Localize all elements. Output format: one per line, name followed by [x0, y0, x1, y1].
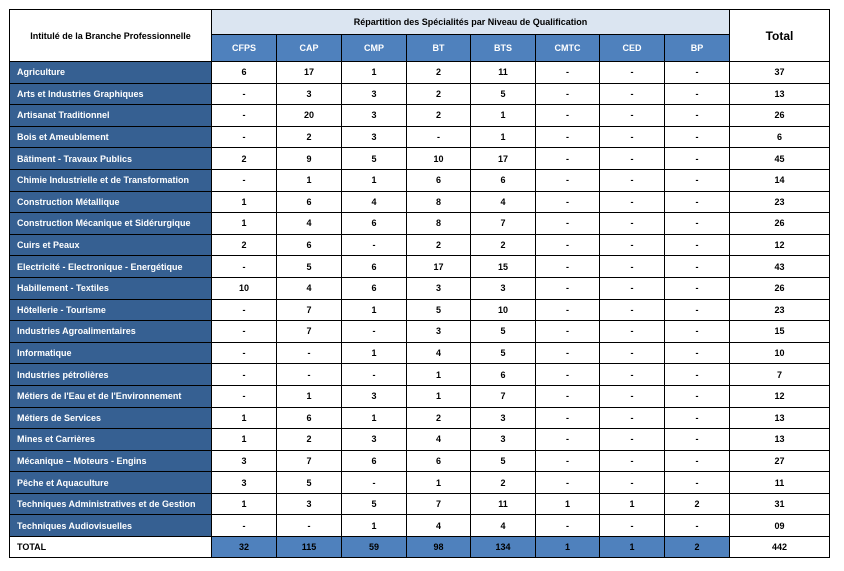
- value-cell: -: [600, 407, 665, 429]
- row-total-cell: 11: [730, 472, 830, 494]
- row-total-cell: 12: [730, 385, 830, 407]
- value-cell: -: [536, 256, 600, 278]
- table-row: [10, 105, 830, 127]
- value-cell: 6: [407, 169, 471, 191]
- value-cell: -: [665, 126, 730, 148]
- value-cell: 6: [342, 450, 407, 472]
- level-group-header: Répartition des Spécialités par Niveau de Qualification: [212, 10, 730, 35]
- qualification-table-wrapper: [9, 9, 830, 558]
- value-cell: -: [536, 191, 600, 213]
- value-cell: -: [600, 342, 665, 364]
- value-cell: 1: [342, 515, 407, 537]
- value-cell: -: [665, 515, 730, 537]
- value-cell: 17: [471, 148, 536, 170]
- value-cell: 7: [407, 493, 471, 515]
- value-cell: 2: [407, 234, 471, 256]
- branch-name-cell: Chimie Industrielle et de Transformation: [10, 169, 212, 191]
- value-cell: -: [600, 126, 665, 148]
- value-cell: 1: [600, 493, 665, 515]
- value-cell: 2: [277, 429, 342, 451]
- value-cell: 5: [471, 83, 536, 105]
- value-cell: -: [600, 429, 665, 451]
- value-cell: 6: [277, 234, 342, 256]
- value-cell: -: [536, 148, 600, 170]
- value-cell: -: [536, 385, 600, 407]
- value-cell: 8: [407, 213, 471, 235]
- table-row: [10, 256, 830, 278]
- value-cell: 6: [342, 277, 407, 299]
- value-cell: -: [665, 472, 730, 494]
- value-cell: 4: [471, 191, 536, 213]
- value-cell: 1: [342, 407, 407, 429]
- value-cell: 4: [407, 515, 471, 537]
- value-cell: 1: [407, 472, 471, 494]
- value-cell: 5: [277, 472, 342, 494]
- table-row: [10, 515, 830, 537]
- level-header-ced: CED: [600, 35, 665, 62]
- value-cell: 5: [277, 256, 342, 278]
- value-cell: -: [665, 105, 730, 127]
- branch-name-cell: Informatique: [10, 342, 212, 364]
- row-total-cell: 13: [730, 429, 830, 451]
- branch-column-header: Intitulé de la Branche Professionnelle: [10, 10, 212, 62]
- value-cell: -: [665, 364, 730, 386]
- value-cell: -: [277, 364, 342, 386]
- value-cell: -: [665, 148, 730, 170]
- row-total-cell: 27: [730, 450, 830, 472]
- value-cell: -: [536, 450, 600, 472]
- value-cell: -: [665, 169, 730, 191]
- table-row: [10, 234, 830, 256]
- value-cell: 3: [342, 429, 407, 451]
- table-row: [10, 126, 830, 148]
- row-total-cell: 7: [730, 364, 830, 386]
- branch-name-cell: Cuirs et Peaux: [10, 234, 212, 256]
- value-cell: 6: [407, 450, 471, 472]
- value-cell: 3: [407, 321, 471, 343]
- branch-name-cell: Habillement - Textiles: [10, 277, 212, 299]
- value-cell: -: [212, 83, 277, 105]
- value-cell: -: [342, 364, 407, 386]
- value-cell: 1: [536, 493, 600, 515]
- value-cell: -: [665, 299, 730, 321]
- table-row: [10, 277, 830, 299]
- value-cell: 10: [407, 148, 471, 170]
- value-cell: -: [536, 277, 600, 299]
- value-cell: -: [277, 342, 342, 364]
- value-cell: 1: [277, 169, 342, 191]
- value-cell: -: [212, 364, 277, 386]
- column-total-cell: 134: [471, 537, 536, 558]
- table-row: [10, 299, 830, 321]
- value-cell: 2: [407, 83, 471, 105]
- value-cell: -: [536, 299, 600, 321]
- column-total-cell: 2: [665, 537, 730, 558]
- table-row: [10, 407, 830, 429]
- value-cell: -: [342, 321, 407, 343]
- value-cell: 3: [407, 277, 471, 299]
- value-cell: 2: [407, 407, 471, 429]
- value-cell: -: [600, 169, 665, 191]
- value-cell: 4: [407, 342, 471, 364]
- value-cell: -: [600, 450, 665, 472]
- value-cell: 15: [471, 256, 536, 278]
- value-cell: -: [536, 83, 600, 105]
- value-cell: -: [600, 234, 665, 256]
- value-cell: -: [665, 321, 730, 343]
- value-cell: -: [212, 515, 277, 537]
- value-cell: 6: [277, 407, 342, 429]
- value-cell: -: [536, 342, 600, 364]
- grand-total-cell: 442: [730, 537, 830, 558]
- level-header-cfps: CFPS: [212, 35, 277, 62]
- value-cell: 11: [471, 493, 536, 515]
- row-total-cell: 26: [730, 213, 830, 235]
- value-cell: -: [212, 256, 277, 278]
- value-cell: -: [600, 191, 665, 213]
- table-body: [10, 62, 830, 537]
- table-row: [10, 62, 830, 84]
- value-cell: 6: [212, 62, 277, 84]
- value-cell: 5: [471, 342, 536, 364]
- value-cell: -: [665, 256, 730, 278]
- value-cell: -: [407, 126, 471, 148]
- value-cell: 1: [407, 385, 471, 407]
- value-cell: 1: [212, 407, 277, 429]
- value-cell: -: [536, 364, 600, 386]
- row-total-cell: 26: [730, 105, 830, 127]
- value-cell: 4: [277, 213, 342, 235]
- value-cell: -: [212, 321, 277, 343]
- level-header-cap: CAP: [277, 35, 342, 62]
- value-cell: -: [665, 62, 730, 84]
- row-total-cell: 10: [730, 342, 830, 364]
- column-total-cell: 1: [536, 537, 600, 558]
- column-total-cell: 59: [342, 537, 407, 558]
- branch-name-cell: Construction Métallique: [10, 191, 212, 213]
- value-cell: -: [212, 299, 277, 321]
- value-cell: 1: [212, 191, 277, 213]
- value-cell: 20: [277, 105, 342, 127]
- value-cell: -: [536, 515, 600, 537]
- level-header-bp: BP: [665, 35, 730, 62]
- value-cell: 17: [277, 62, 342, 84]
- value-cell: -: [600, 364, 665, 386]
- value-cell: 7: [471, 385, 536, 407]
- value-cell: 5: [342, 493, 407, 515]
- value-cell: 3: [212, 450, 277, 472]
- branch-name-cell: Bâtiment - Travaux Publics: [10, 148, 212, 170]
- value-cell: -: [212, 385, 277, 407]
- table-row: [10, 213, 830, 235]
- value-cell: 1: [342, 62, 407, 84]
- branch-name-cell: Agriculture: [10, 62, 212, 84]
- value-cell: -: [212, 126, 277, 148]
- value-cell: 1: [342, 342, 407, 364]
- row-total-cell: 14: [730, 169, 830, 191]
- value-cell: 10: [471, 299, 536, 321]
- value-cell: -: [600, 105, 665, 127]
- value-cell: 1: [471, 126, 536, 148]
- value-cell: 11: [471, 62, 536, 84]
- value-cell: -: [600, 321, 665, 343]
- value-cell: 3: [471, 429, 536, 451]
- value-cell: -: [536, 126, 600, 148]
- value-cell: -: [665, 83, 730, 105]
- value-cell: -: [342, 234, 407, 256]
- value-cell: -: [600, 83, 665, 105]
- value-cell: -: [665, 213, 730, 235]
- value-cell: -: [665, 407, 730, 429]
- value-cell: 6: [471, 364, 536, 386]
- column-total-cell: 98: [407, 537, 471, 558]
- value-cell: -: [212, 105, 277, 127]
- table-row: [10, 169, 830, 191]
- value-cell: 1: [342, 169, 407, 191]
- value-cell: 5: [407, 299, 471, 321]
- value-cell: -: [536, 429, 600, 451]
- branch-name-cell: Bois et Ameublement: [10, 126, 212, 148]
- value-cell: 4: [471, 515, 536, 537]
- value-cell: 8: [407, 191, 471, 213]
- row-total-cell: 09: [730, 515, 830, 537]
- level-header-bts: BTS: [471, 35, 536, 62]
- value-cell: 7: [277, 321, 342, 343]
- value-cell: 2: [665, 493, 730, 515]
- value-cell: -: [536, 105, 600, 127]
- value-cell: 2: [407, 62, 471, 84]
- row-total-cell: 12: [730, 234, 830, 256]
- value-cell: 7: [277, 299, 342, 321]
- branch-name-cell: Mines et Carrières: [10, 429, 212, 451]
- table-row: [10, 191, 830, 213]
- value-cell: -: [536, 472, 600, 494]
- table-row: [10, 364, 830, 386]
- branch-name-cell: Techniques Audiovisuelles: [10, 515, 212, 537]
- value-cell: 4: [407, 429, 471, 451]
- value-cell: 1: [212, 429, 277, 451]
- value-cell: -: [665, 234, 730, 256]
- value-cell: -: [665, 342, 730, 364]
- value-cell: -: [600, 213, 665, 235]
- row-total-cell: 45: [730, 148, 830, 170]
- value-cell: 3: [342, 83, 407, 105]
- value-cell: -: [536, 407, 600, 429]
- value-cell: -: [536, 234, 600, 256]
- value-cell: -: [665, 191, 730, 213]
- branch-name-cell: Métiers de Services: [10, 407, 212, 429]
- value-cell: 2: [471, 234, 536, 256]
- value-cell: -: [536, 169, 600, 191]
- value-cell: 2: [212, 234, 277, 256]
- value-cell: 5: [471, 321, 536, 343]
- value-cell: 6: [342, 256, 407, 278]
- value-cell: 1: [277, 385, 342, 407]
- row-total-cell: 37: [730, 62, 830, 84]
- value-cell: 1: [471, 105, 536, 127]
- row-total-cell: 15: [730, 321, 830, 343]
- value-cell: 3: [471, 407, 536, 429]
- value-cell: -: [277, 515, 342, 537]
- value-cell: -: [536, 321, 600, 343]
- value-cell: -: [665, 450, 730, 472]
- table-row: [10, 321, 830, 343]
- value-cell: 5: [342, 148, 407, 170]
- value-cell: -: [600, 385, 665, 407]
- value-cell: 6: [471, 169, 536, 191]
- table-row: [10, 493, 830, 515]
- value-cell: 2: [212, 148, 277, 170]
- row-total-cell: 31: [730, 493, 830, 515]
- value-cell: 6: [342, 213, 407, 235]
- branch-name-cell: Arts et Industries Graphiques: [10, 83, 212, 105]
- branch-name-cell: Industries Agroalimentaires: [10, 321, 212, 343]
- qualification-table: [9, 9, 830, 558]
- row-total-cell: 23: [730, 191, 830, 213]
- value-cell: 6: [277, 191, 342, 213]
- level-header-cmtc: CMTC: [536, 35, 600, 62]
- branch-name-cell: Pêche et Aquaculture: [10, 472, 212, 494]
- value-cell: 3: [277, 493, 342, 515]
- value-cell: -: [600, 515, 665, 537]
- value-cell: 4: [342, 191, 407, 213]
- branch-name-cell: Electricité - Electronique - Energétique: [10, 256, 212, 278]
- value-cell: 2: [471, 472, 536, 494]
- value-cell: 1: [212, 213, 277, 235]
- value-cell: 9: [277, 148, 342, 170]
- value-cell: 17: [407, 256, 471, 278]
- value-cell: -: [536, 213, 600, 235]
- branch-name-cell: Hôtellerie - Tourisme: [10, 299, 212, 321]
- value-cell: 5: [471, 450, 536, 472]
- table-row: [10, 148, 830, 170]
- row-total-cell: 23: [730, 299, 830, 321]
- total-row: [10, 537, 830, 558]
- value-cell: 3: [277, 83, 342, 105]
- branch-name-cell: Mécanique – Moteurs - Engins: [10, 450, 212, 472]
- value-cell: 2: [277, 126, 342, 148]
- value-cell: -: [600, 277, 665, 299]
- value-cell: 3: [342, 385, 407, 407]
- value-cell: 3: [342, 105, 407, 127]
- value-cell: 7: [471, 213, 536, 235]
- branch-name-cell: Techniques Administratives et de Gestion: [10, 493, 212, 515]
- row-total-cell: 26: [730, 277, 830, 299]
- branch-name-cell: Métiers de l'Eau et de l'Environnement: [10, 385, 212, 407]
- table-row: [10, 83, 830, 105]
- value-cell: 7: [277, 450, 342, 472]
- value-cell: -: [665, 385, 730, 407]
- table-row: [10, 342, 830, 364]
- row-total-cell: 6: [730, 126, 830, 148]
- row-total-cell: 13: [730, 407, 830, 429]
- column-total-cell: 115: [277, 537, 342, 558]
- level-header-bt: BT: [407, 35, 471, 62]
- level-header-cmp: CMP: [342, 35, 407, 62]
- value-cell: 1: [212, 493, 277, 515]
- row-total-cell: 43: [730, 256, 830, 278]
- branch-name-cell: Industries pétrolières: [10, 364, 212, 386]
- value-cell: -: [600, 148, 665, 170]
- branch-name-cell: Artisanat Traditionnel: [10, 105, 212, 127]
- value-cell: -: [536, 62, 600, 84]
- table-row: [10, 429, 830, 451]
- table-row: [10, 450, 830, 472]
- value-cell: -: [212, 169, 277, 191]
- value-cell: 1: [407, 364, 471, 386]
- table-row: [10, 472, 830, 494]
- column-total-cell: 1: [600, 537, 665, 558]
- value-cell: 1: [342, 299, 407, 321]
- value-cell: -: [600, 62, 665, 84]
- value-cell: 3: [212, 472, 277, 494]
- table-row: [10, 385, 830, 407]
- value-cell: -: [600, 472, 665, 494]
- value-cell: -: [665, 277, 730, 299]
- value-cell: 3: [471, 277, 536, 299]
- branch-name-cell: Construction Mécanique et Sidérurgique: [10, 213, 212, 235]
- value-cell: 4: [277, 277, 342, 299]
- total-row-label: TOTAL: [10, 537, 212, 558]
- column-total-cell: 32: [212, 537, 277, 558]
- value-cell: 10: [212, 277, 277, 299]
- value-cell: -: [665, 429, 730, 451]
- row-total-cell: 13: [730, 83, 830, 105]
- value-cell: -: [342, 472, 407, 494]
- value-cell: -: [600, 256, 665, 278]
- value-cell: 3: [342, 126, 407, 148]
- value-cell: -: [212, 342, 277, 364]
- total-column-header: Total: [730, 10, 830, 62]
- value-cell: 2: [407, 105, 471, 127]
- value-cell: -: [600, 299, 665, 321]
